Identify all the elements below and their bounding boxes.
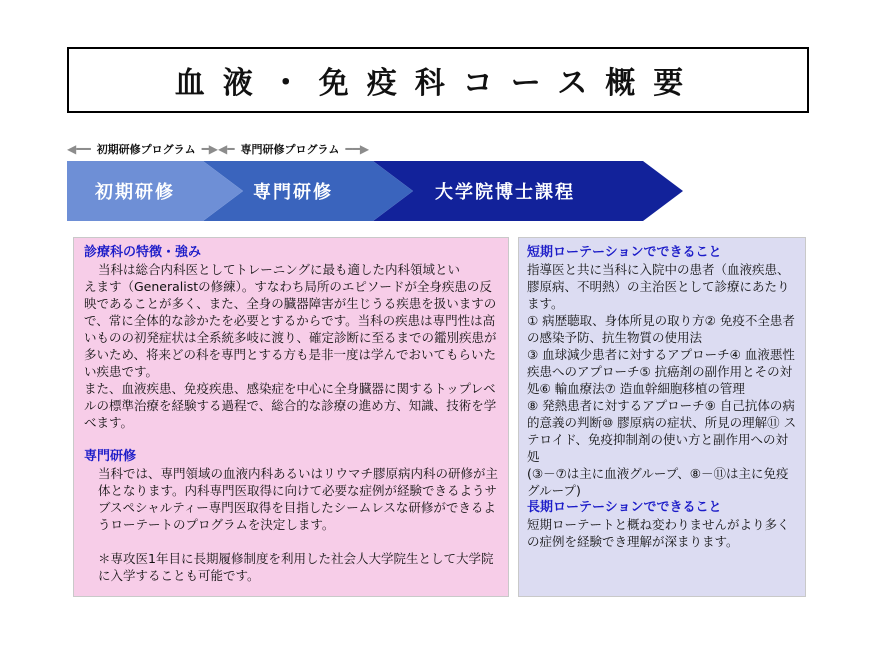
- double-arrow-icon: ━▶◀━: [201, 142, 235, 156]
- short-rotation-p4: ⑧ 発熱患者に対するアプローチ⑨ 自己抗体の病的意義の判断⑩ 膠原病の症状、所見の理解⑪ ステロイド、免疫抑制剤の使い方と副作用への対処: [527, 398, 797, 464]
- section-features-p3: また、血液疾患、免疫疾患、感染症を中心に全身臓器に関するトップレベルの標準治療を経験する過程で、総合的な診療の進め方、知識、技術を学べます。: [84, 381, 497, 430]
- right-panel: [518, 237, 806, 597]
- arrow-left-icon: ◀━━: [67, 142, 91, 156]
- section-specialty-title: 専門研修: [84, 449, 137, 464]
- stage-label-2: 専門研修: [253, 182, 333, 203]
- section-specialty-p1: 当科では、専門領域の血液内科あるいはリウマチ膠原病内科の研修が主体となります。内科専門医取得に向けて必要な症例が経験できるようサブスペシャルティー専門医取得を目指したシームレスな研修ができるようローテートのプログラムを決定します。: [98, 466, 499, 532]
- specialty-program-label: 専門研修プログラム: [240, 143, 340, 156]
- long-rotation-p1: 短期ローテートと概ね変わりませんがより多くの症例を経験でき理解が深まります。: [527, 517, 790, 549]
- left-panel: [73, 237, 509, 597]
- short-rotation-p3: ③ 血球減少患者に対するアプローチ④ 血液悪性疾患へのアプローチ⑤ 抗癌剤の副作用とその対処⑥ 輸血療法⑦ 造血幹細胞移植の管理: [527, 347, 795, 396]
- section-features-title: 診療科の特徴・強み: [84, 245, 202, 260]
- short-rotation-p1: 指導医と共に当科に入院中の患者（血液疾患、膠原病、不明熱）の主治医として診療にあたります。: [527, 262, 790, 311]
- stage-label-3: 大学院博士課程: [435, 182, 575, 203]
- short-rotation-p2: ① 病歴聴取、身体所見の取り方② 免疫不全患者の感染予防、抗生物質の使用法: [527, 313, 795, 345]
- stage-label-1: 初期研修: [95, 182, 175, 203]
- title-box: [67, 47, 809, 113]
- short-rotation-title: 短期ローテーションでできること: [527, 245, 722, 260]
- page-title: 血液・免疫科コース概要: [174, 66, 702, 101]
- short-rotation-p5: (③－⑦は主に血液グループ、⑧－⑪は主に免疫グループ): [527, 466, 789, 498]
- section-features-p1: 当科は総合内科医としてトレーニングに最も適した内科領域とい: [98, 262, 461, 277]
- initial-program-label: 初期研修プログラム: [96, 143, 196, 156]
- stage-chevrons: [67, 161, 683, 221]
- arrow-right-icon: ━━▶: [345, 142, 370, 156]
- long-rotation-title: 長期ローテーションでできること: [527, 500, 722, 515]
- section-specialty-note: ＊専攻医1年目に長期履修制度を利用した社会人大学院生として大学院に入学することも可能です。: [98, 551, 494, 583]
- section-features-p2: えます（Generalistの修練）。すなわち局所のエピソードが全身疾患の反映であることが多く、また、全身の臓器障害が生じうる疾患を扱いますので、常に全体的な診かたを必要とするからです。当科の疾患は専門性は高いものの初発症状は全系統多岐に渡り、確定診断に至るまでの鑑別疾患が多いため、将来どの科を専門とする方も是非一度は学んでおいてもらいたい疾患です。: [84, 279, 497, 379]
- program-nav: [67, 140, 369, 158]
